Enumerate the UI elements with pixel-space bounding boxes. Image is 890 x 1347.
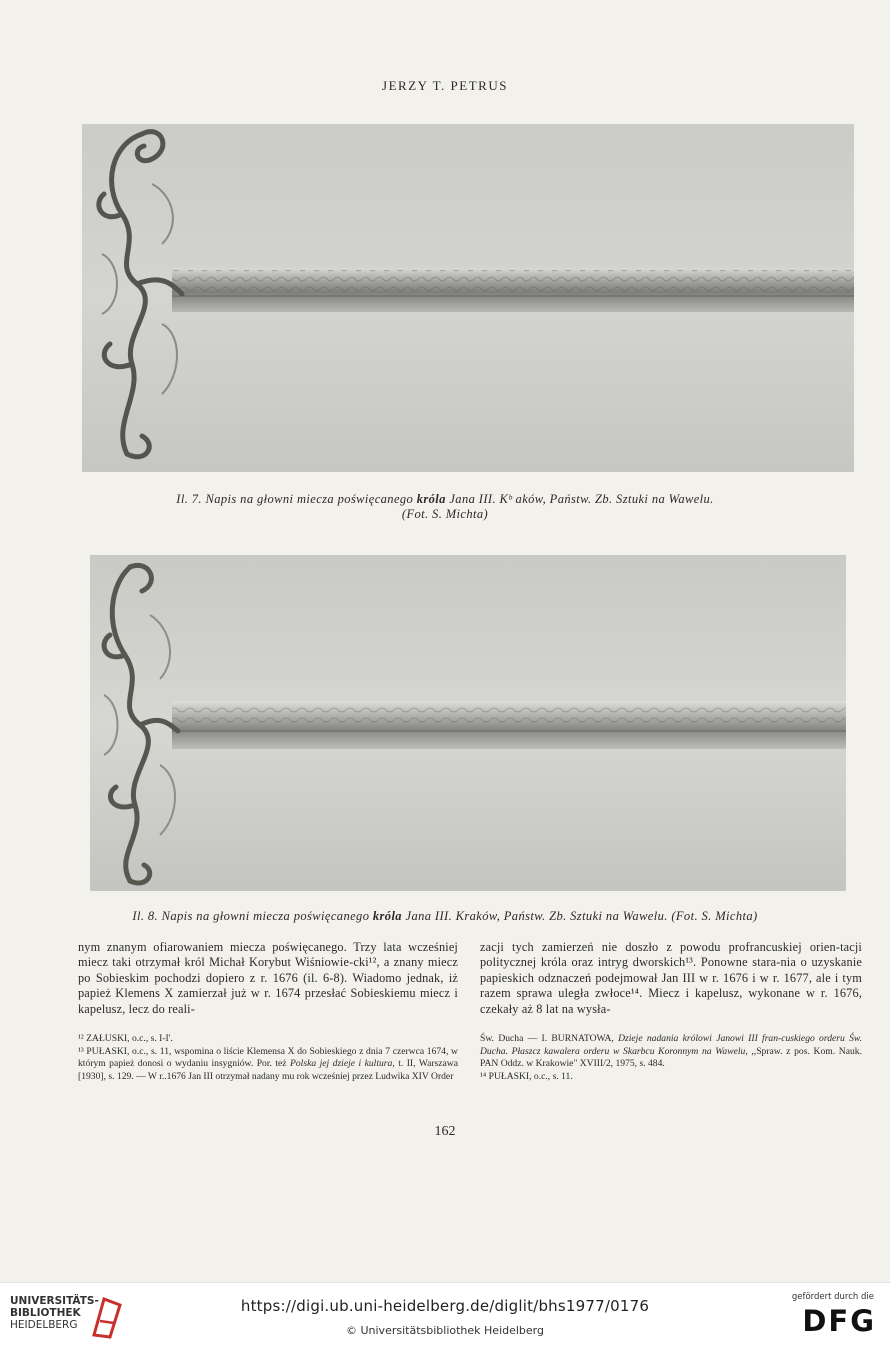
library-name-line1: UNIVERSITÄTS- (10, 1295, 99, 1307)
footnotes-left (78, 1033, 458, 1083)
footnote-13-text-c: Św. Ducha — I. BURNATOWA, (480, 1033, 619, 1044)
viewer-footer (0, 1282, 890, 1347)
figure-7-caption-emph: króla (416, 492, 446, 506)
sword-blade-illustration-8 (90, 555, 846, 891)
figure-8-photo (90, 555, 846, 891)
page-number: 162 (434, 1124, 456, 1139)
footnote-12: ¹² ZAŁUSKI, o.c., s. I-I'. (78, 1033, 173, 1044)
figure-7-caption-suffix: Jana III. K (445, 492, 509, 506)
figure-8-caption-suffix: Jana III. Kraków, Państw. Zb. Sztuki na Wawelu. (Fot. S. Michta) (401, 909, 758, 923)
running-head: JERZY T. PETRUS (382, 78, 508, 93)
library-name-line3: HEIDELBERG (10, 1319, 78, 1331)
figure-7-caption-prefix: Il. 7. Napis na głowni miecza poświęcanego (176, 492, 417, 506)
figure-7-caption-glyph: ᵇ (508, 492, 513, 506)
footnote-13-text-a: ¹³ PUŁASKI, o.c., s. 11, wspomina o liście Klemensa X do Sobieskiego z dnia 7 czerwca 1674, w którym papież donosi o wydaniu insygniów. Por. też (78, 1045, 458, 1070)
copyright-notice: © Universitätsbibliothek Heidelberg (345, 1324, 544, 1337)
figure-7-caption-credit: (Fot. S. Michta) (401, 507, 489, 521)
footnote-13-title: Polska jej dzieje i kultura (290, 1058, 393, 1070)
figure-8-caption-emph: króla (372, 909, 402, 923)
body-column-left (78, 940, 458, 1017)
figure-8-caption (40, 909, 850, 924)
figure-8-caption-prefix: Il. 8. Napis na głowni miecza poświęcanego (132, 909, 373, 923)
figure-7-photo (82, 124, 854, 472)
footnote-13-title-2: Dzieje nadania królowi Janowi III fran-cuskiego orderu Św. Ducha. Płaszcz kawalera orderu w Skarbcu Koronnym na Wawelu (480, 1033, 862, 1057)
footnote-13 (78, 1046, 458, 1084)
figure-7-caption (40, 492, 850, 522)
dfg-logo[interactable]: DFG (802, 1304, 876, 1338)
footnote-13-text-d: , ,,Spraw. z pos. Kom. Nauk. PAN Oddz. w Krakowie" XVIII/2, 1975, s. 484. (480, 1045, 862, 1070)
page-permalink[interactable]: https://digi.ub.uni-heidelberg.de/diglit/bhs1977/0176 (240, 1297, 650, 1315)
body-paragraph-left: nym znanym ofiarowaniem miecza poświęcanego. Trzy lata wcześniej miecz taki otrzymał król Michał Korybut Wiśniowie-cki¹², a znany miecz po Sobieskim pochodzi dopiero z r. 1676 (il. 6-8). Wiadomo jednak, iż papież Klemens X zamierzał już w r. 1674 przesłać Sobieskiemu miecz i kapelusz, lecz do reali- (78, 940, 458, 1016)
sword-blade-illustration-7 (82, 124, 854, 472)
footnote-13-continued (480, 1033, 862, 1071)
footnote-13-text-b: , t. II, Warszawa [1930], s. 129. — W r..1676 Jan III otrzymał nadany mu rok wcześniej przez Ludwika XIV Order (78, 1058, 458, 1082)
figure-7-caption-rest: aków, Państw. Zb. Sztuki na Wawelu. (512, 492, 714, 506)
footnotes-right (480, 1033, 862, 1083)
library-name-line2: BIBLIOTHEK (10, 1307, 81, 1319)
funder-label: gefördert durch die (791, 1292, 874, 1302)
body-paragraph-right: zacji tych zamierzeń nie doszło z powodu profrancuskiej orien-tacji politycznej króla oraz intryg dworskich¹³. Ponowne stara-nia o uzyskanie papieskich odznaczeń podejmował Jan III w r. 1676 i w r. 1677, ale i tym razem sprawa uległa zwłoce¹⁴. Miecz i kapelusz, wykonane w r. 1676, czekały aż 8 lat na wysła- (480, 940, 862, 1016)
body-column-right (480, 940, 862, 1017)
footnote-14: ¹⁴ PUŁASKI, o.c., s. 11. (480, 1070, 573, 1082)
